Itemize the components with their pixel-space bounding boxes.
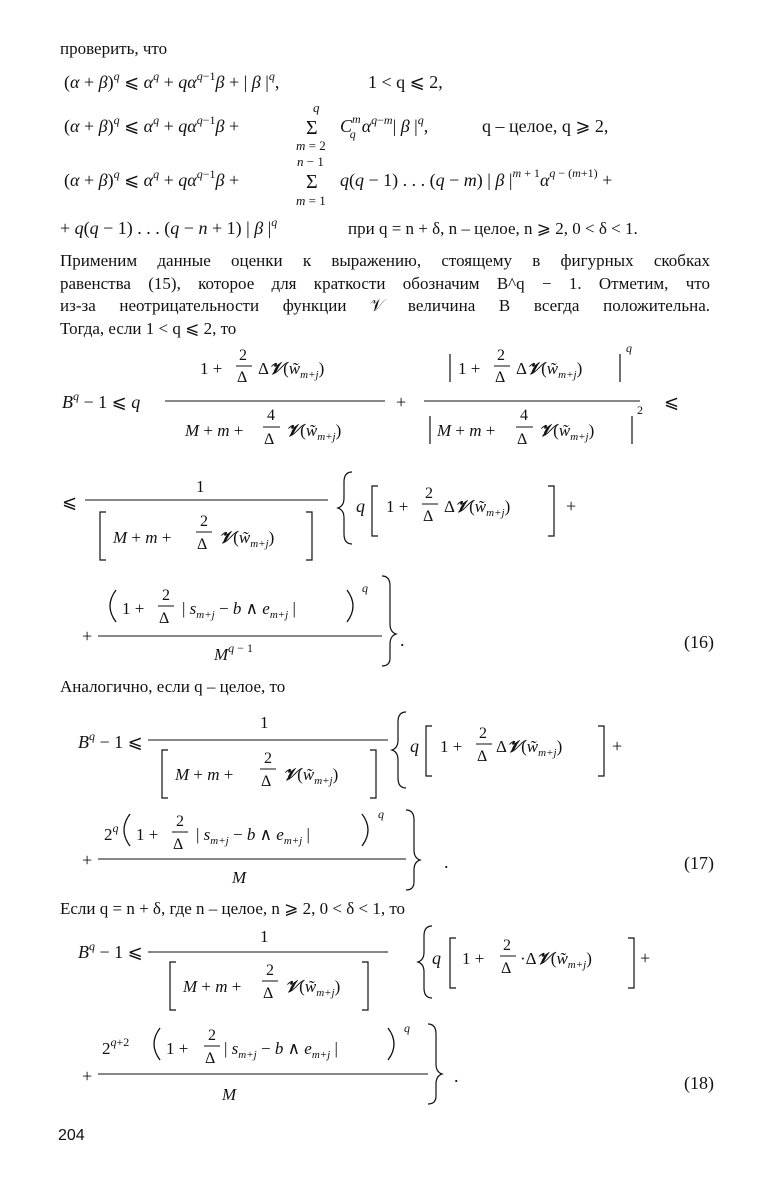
svg-text:·Δ𝒱(w̃m+j): $\cdot\Delta 𝒱(w̃_{m+j})$ <box>520 949 592 971</box>
svg-text:1 +: 1 + <box>440 737 463 756</box>
svg-text:Cmqαq−m| β |q,: $C^m$ q $\alpha^q-m|$ β $|^q$, <box>340 112 429 141</box>
svg-text:+: + <box>82 1066 93 1086</box>
inequality-3 <box>0 150 768 212</box>
page-number: 204 <box>58 1127 85 1144</box>
svg-text:.: . <box>454 1066 459 1086</box>
svg-text:Δ: Δ <box>495 369 506 386</box>
svg-text:Bq − 1 ⩽: $B^q - 1$ ⩽ <box>78 939 143 962</box>
equation-16 <box>0 340 768 670</box>
svg-text:M + m +: M + m + <box>113 528 172 547</box>
svg-text:2: 2 <box>239 347 247 364</box>
svg-text:Δ: Δ <box>477 748 488 765</box>
svg-text:q: q <box>410 736 419 756</box>
svg-text:2: 2 <box>176 813 184 830</box>
svg-text:(α + β)q ⩽ αq + qαq−1β +: $(\alpha + \beta)^q$ ⩽ $\alpha^q + q\alpha^q-1\beta$ + <box>64 113 240 136</box>
svg-text:⩽: ⩽ <box>62 492 78 512</box>
svg-text:(α + β)q ⩽ αq + qαq−1β +: $(\alpha + \beta)^q$ ⩽ $\alpha^q + q\alpha^q-1\beta$ + <box>64 167 240 190</box>
svg-text:2: 2 <box>425 485 433 502</box>
svg-text:2: 2 <box>162 587 170 604</box>
svg-text:q: q <box>626 341 632 355</box>
svg-text:q: q <box>356 496 365 516</box>
svg-text:q: q <box>432 948 441 968</box>
intro-text: проверить, что <box>60 39 168 58</box>
para1-line-1: Применим данные оценки к выражению, стоящему в фигурных скобках <box>60 251 710 270</box>
paragraph-3: Если q = n + δ, где n – целое, n ⩾ 2, 0 < δ < 1, то <box>60 899 406 918</box>
svg-text:| sm+j − b ∧ em+j |: | $s_{m+j} - b$ ∧ $e_{m+j}$ | <box>182 599 296 621</box>
svg-text:𝒱(w̃m+j): $𝒱(w̃_{m+j})$ <box>286 421 342 443</box>
svg-text:𝒱(w̃m+j): $𝒱(w̃_{m+j})$ <box>283 765 339 787</box>
svg-text:Δ: Δ <box>264 431 275 448</box>
svg-text:2: 2 <box>264 750 272 767</box>
svg-text:m = 2: m = 2 <box>296 138 326 153</box>
svg-text:1: 1 <box>260 927 269 946</box>
svg-text:q: q <box>362 581 368 595</box>
equation-18 <box>0 924 768 1120</box>
svg-text:1: 1 <box>260 713 269 732</box>
svg-text:q: q <box>378 807 384 821</box>
svg-text:2: 2 <box>503 937 511 954</box>
cond-4: при q = n + δ, n – целое, n ⩾ 2, 0 < δ < 1. <box>348 219 638 238</box>
svg-text:Δ: Δ <box>261 773 272 790</box>
svg-text:Δ: Δ <box>263 985 274 1002</box>
paragraph-2: Аналогично, если q – целое, то <box>60 677 286 696</box>
svg-text:+: + <box>612 736 623 756</box>
svg-text:Σ: Σ <box>306 117 318 139</box>
svg-text:1 +: 1 + <box>458 359 481 378</box>
svg-text:q: q <box>313 100 320 115</box>
svg-text:𝒱(w̃m+j): $𝒱(w̃_{m+j})$ <box>219 528 275 550</box>
svg-text:m = 1: m = 1 <box>296 193 326 208</box>
svg-text:𝒱(w̃m+j): $𝒱(w̃_{m+j})$ <box>285 977 341 999</box>
svg-text:1 +: 1 + <box>386 497 409 516</box>
svg-text:+ q(q − 1) . . . (q − n + 1) |: + q(q − 1) . . . (q − n + 1) | β $|^q$ <box>60 215 278 238</box>
svg-text:Mq − 1: $M^{q - 1}$ <box>214 641 253 664</box>
svg-text:2q: 2$^q$ <box>104 821 119 844</box>
svg-text:| sm+j − b ∧ em+j |: | $s_{m+j} - b$ ∧ $e_{m+j}$ | <box>224 1039 338 1061</box>
svg-text:Δ: Δ <box>197 536 208 553</box>
cond-1: 1 < q ⩽ 2, <box>368 72 443 92</box>
equation-number-16: (16) <box>684 632 714 652</box>
para1-line-3: из-за неотрицательности функции 𝒱 величина B всегда положительна. <box>60 296 710 315</box>
svg-text:q: q <box>404 1021 410 1035</box>
svg-text:Σ: Σ <box>306 171 318 193</box>
svg-text:2: 2 <box>479 725 487 742</box>
svg-text:2: 2 <box>637 403 643 417</box>
svg-text:q(q − 1) . . . (q − m) | β |m: q(q − 1) . . . (q − m) | β $|^{m + 1}\alpha^{q - (m+1)}$ + <box>340 166 613 190</box>
svg-text:.: . <box>444 852 449 872</box>
svg-text:2q+2: $2^{q+2}$ <box>102 1035 130 1058</box>
svg-text:n − 1: n − 1 <box>297 154 324 169</box>
svg-text:2: 2 <box>497 347 505 364</box>
equation-number-17: (17) <box>684 853 714 873</box>
paragraph-1 <box>60 250 710 340</box>
svg-text:4: 4 <box>267 407 275 424</box>
svg-text:2: 2 <box>266 962 274 979</box>
svg-text:M: M <box>232 868 247 887</box>
svg-text:M + m +: M + m + <box>185 421 244 440</box>
svg-text:+: + <box>640 948 651 968</box>
svg-text:M + m +: M + m + <box>175 765 234 784</box>
inequality-2 <box>0 98 768 158</box>
svg-text:1 +: 1 + <box>462 949 485 968</box>
svg-text:Δ: Δ <box>205 1050 216 1067</box>
svg-text:Δ: Δ <box>423 508 434 525</box>
para1-line-2: равенства (15), которое для краткости обозначим B^q − 1. Отметим, что <box>60 273 710 293</box>
cond-2: q – целое, q ⩾ 2, <box>482 116 609 136</box>
svg-text:Δ: Δ <box>237 369 248 386</box>
svg-text:Δ: Δ <box>173 836 184 853</box>
svg-text:M: M <box>222 1085 237 1104</box>
svg-text:+: + <box>82 626 93 646</box>
svg-text:Δ: Δ <box>517 431 528 448</box>
svg-text:Δ𝒱(w̃m+j): $\Delta 𝒱(w̃_{m+j})$ <box>444 497 511 519</box>
svg-text:1: 1 <box>196 477 205 496</box>
svg-text:2: 2 <box>208 1027 216 1044</box>
svg-text:M + m +: M + m + <box>183 977 242 996</box>
inequality-4 <box>0 212 768 248</box>
svg-text:.: . <box>400 630 405 650</box>
svg-text:Δ: Δ <box>501 960 512 977</box>
svg-text:+: + <box>396 392 407 412</box>
svg-text:(α + β)q ⩽ αq + qαq−1β + | β |: $(\alpha + \beta)^q$ ⩽ $\alpha^q + q\alpha^q-1\beta$ + | β $|^q$, <box>64 69 280 92</box>
svg-text:1 +: 1 + <box>136 825 159 844</box>
svg-text:Δ𝒱(w̃m+j): $\Delta 𝒱(w̃_{m+j})$ <box>516 359 583 381</box>
svg-text:Δ𝒱(w̃m+j): $\Delta 𝒱(w̃_{m+j})$ <box>258 359 325 381</box>
svg-text:2: 2 <box>200 513 208 530</box>
svg-text:Bq − 1 ⩽: $B^q - 1$ ⩽ <box>78 729 143 752</box>
svg-text:Δ𝒱(w̃m+j): $\Delta 𝒱(w̃_{m+j})$ <box>496 737 563 759</box>
para1-line-4: Тогда, если 1 < q ⩽ 2, то <box>60 318 237 338</box>
svg-text:1 +: 1 + <box>200 359 223 378</box>
svg-text:𝒱(w̃m+j): $𝒱(w̃_{m+j})$ <box>539 421 595 443</box>
svg-text:1 +: 1 + <box>166 1039 189 1058</box>
svg-text:+: + <box>82 850 93 870</box>
svg-text:⩽: ⩽ <box>664 392 680 412</box>
svg-text:+: + <box>566 496 577 516</box>
equation-17 <box>0 706 768 906</box>
svg-text:4: 4 <box>520 407 528 424</box>
equation-number-18: (18) <box>684 1073 714 1093</box>
svg-text:| sm+j − b ∧ em+j |: | $s_{m+j} - b$ ∧ $e_{m+j}$ | <box>196 825 310 847</box>
svg-text:M + m +: M + m + <box>437 421 496 440</box>
svg-text:1 +: 1 + <box>122 599 145 618</box>
svg-text:Δ: Δ <box>159 610 170 627</box>
svg-text:Bq − 1 ⩽ q: $B^q - 1$ ⩽ q <box>62 389 141 412</box>
